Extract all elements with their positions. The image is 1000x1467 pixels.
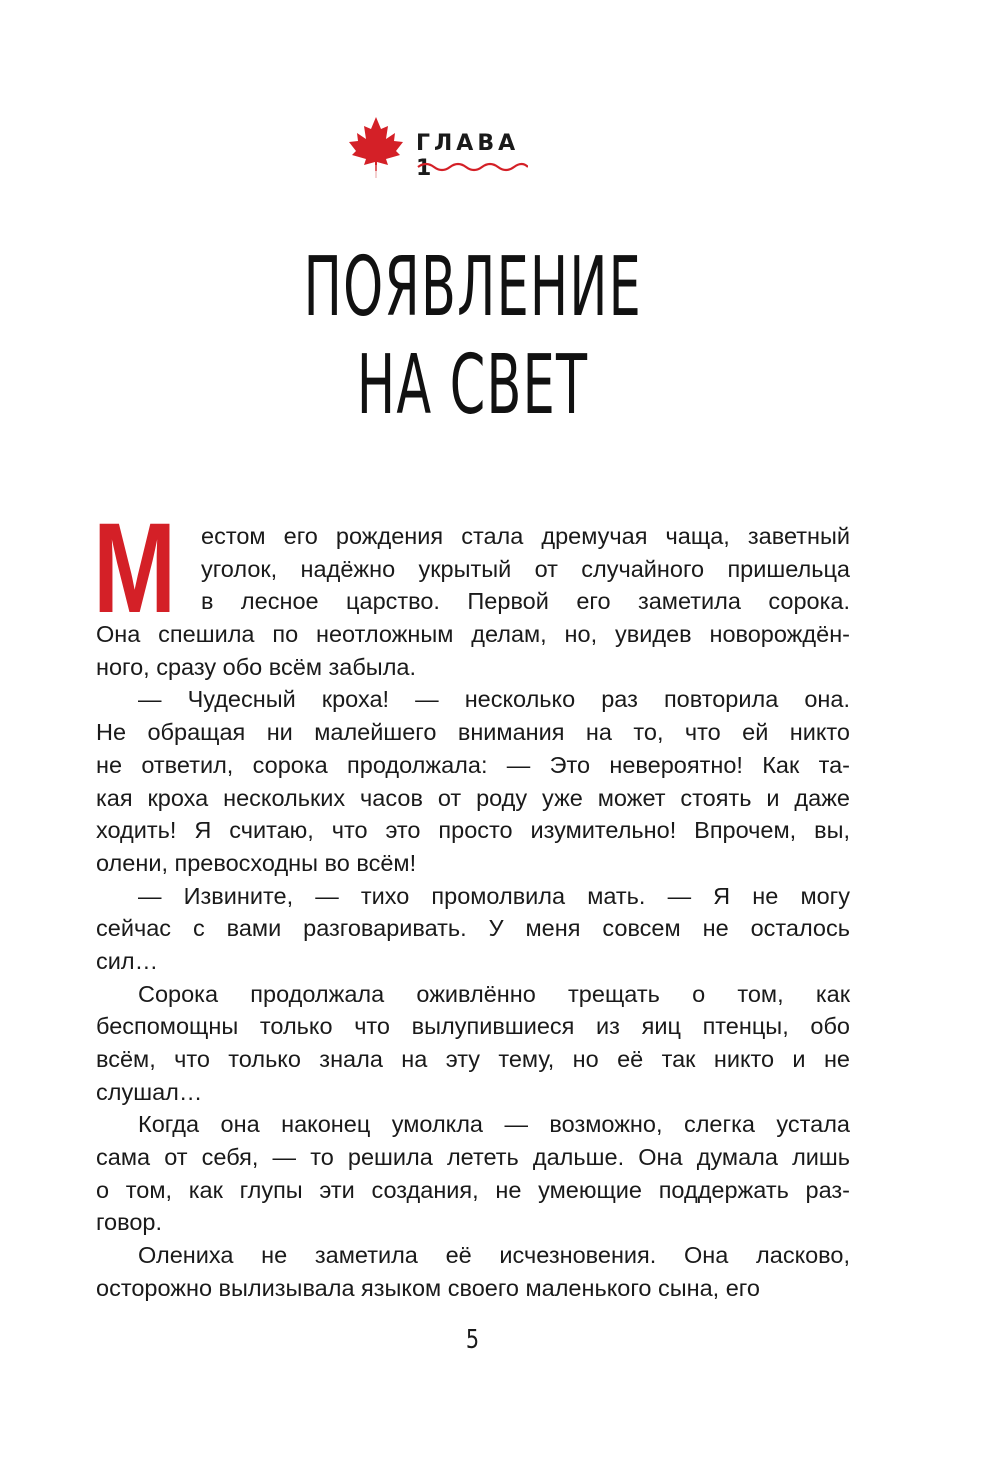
chapter-label: ГЛАВА 1 [416, 131, 520, 181]
text-line: уголок, надёжно укрытый от случайного пришельца [201, 555, 850, 582]
text-line: слушал… [96, 1078, 203, 1105]
text-line: ного, сразу обо всём забыла. [96, 653, 417, 680]
chapter-heading [348, 115, 548, 180]
text-line: Сорока продолжала оживлённо трещать о том, как [138, 980, 850, 1007]
wavy-underline [416, 161, 528, 173]
page-number: 5 [465, 1325, 480, 1355]
text-line: сейчас с вами разговаривать. У меня совсем не осталось [96, 915, 850, 942]
text-line: Она спешила по неотложным делам, но, увидев новорождён- [96, 621, 850, 648]
maple-leaf-icon [348, 115, 404, 179]
text-line: беспомощны только что вылупившиеся из яиц птенцы, обо [96, 1013, 850, 1040]
text-line: Когда она наконец умолкла — возможно, слегка устала [138, 1111, 850, 1138]
text-line: не ответил, сорока продолжала: — Это невероятно! Как та- [96, 751, 850, 778]
text-line: — Чудесный кроха! — несколько раз повторила она. [138, 686, 850, 713]
drop-cap: М [93, 497, 177, 640]
chapter-title-line-2: НА СВЕТ [356, 338, 589, 433]
text-line: осторожно вылизывала языком своего маленького сына, его [96, 1274, 760, 1301]
text-line: сил… [96, 947, 159, 974]
text-line: в лесное царство. Первой его заметила сорока. [201, 588, 850, 615]
text-line: Олениха не заметила её исчезновения. Она ласково, [138, 1242, 850, 1269]
text-line: естом его рождения стала дремучая чаща, заветный [201, 523, 850, 549]
chapter-title-line-1: ПОЯВЛЕНИЕ [303, 240, 642, 335]
text-line: сама от себя, — то решила лететь дальше. Она думала лишь [96, 1144, 850, 1171]
text-line: олени, превосходны во всём! [96, 849, 417, 876]
body-text [96, 520, 850, 1305]
text-line: ходить! Я считаю, что это просто изумительно! Впрочем, вы, [96, 817, 850, 844]
text-line: кая кроха нескольких часов от роду уже может стоять и даже [96, 784, 850, 811]
text-line: всём, что только знала на эту тему, но её так никто и не [96, 1046, 850, 1072]
text-line: говор. [96, 1209, 163, 1236]
text-line: — Извините, — тихо промолвила мать. — Я не могу [138, 882, 850, 909]
text-line: о том, как глупы эти создания, не умеющие поддержать раз- [96, 1176, 850, 1203]
text-line: Не обращая ни малейшего внимания на то, что ей никто [96, 719, 850, 746]
